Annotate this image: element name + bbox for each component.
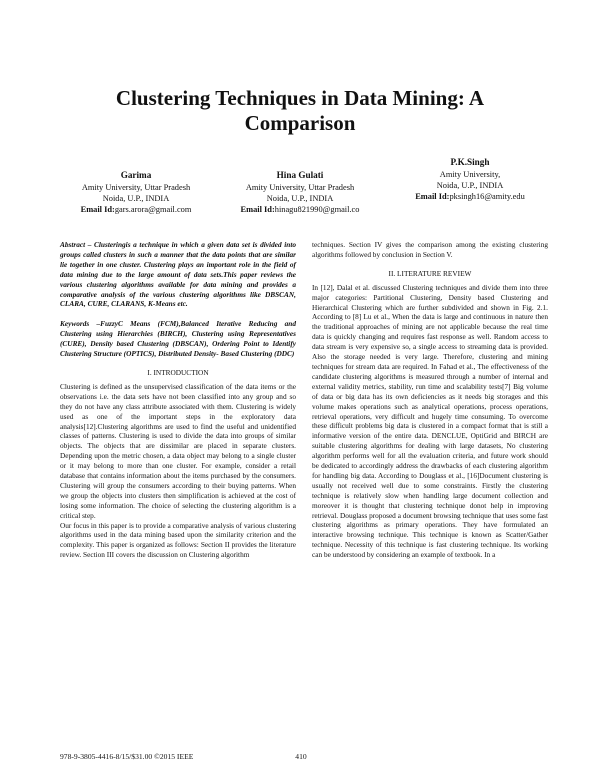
- intro-paragraph-2: Our focus in this paper is to provide a comparative analysis of various clustering algorithms used in the data mining based upon the similarity criterion and the complexity. This paper is organized as follows: Section II provides the literature review. Section III covers the discussion on Clustering algorithm: [60, 520, 296, 560]
- left-column: [60, 240, 296, 560]
- email-label: Email Id:: [80, 205, 115, 215]
- paper-title: Clustering Techniques in Data Mining: A Comparison: [115, 86, 485, 135]
- email-address: gars.arora@gmail.com: [114, 205, 192, 215]
- author-location: Noida, U.P., INDIA: [102, 194, 170, 204]
- email-address: hinagu821990@gmail.co: [274, 205, 360, 215]
- author-block-1: [60, 169, 212, 216]
- intro-paragraph-1: Clustering is defined as the unsupervised classification of the data items or the observations i.e. the data sets have not been classified into any group and so they do not have any class attribute associated with them. Clustering is widely used as one of the important steps in the exploratory data analysis[12].Clustering algorithms are used to find the useful and unidentified classes of patterns. Clustering is used to divide the data into groups of similar objects. The objects that are dissimilar are placed in separate clusters. Depending upon the metric chosen, a data object may belong to a single cluster or it may belong to more than one cluster. For example, consider a retail database that contains information about the items purchased by the consumers. Clustering will group the consumers according to their buying patterns. When we group the objects into clusters then simplification is achieved at the cost of losing some information. The choice of selecting the clustering algorithm is a critical step.: [60, 381, 296, 520]
- author-email: [390, 191, 550, 202]
- keywords: Keywords –FuzzyC Means (FCM),Balanced Iterative Reducing and Clustering using Hierarchies (BIRCH), Clustering using Representatives (CURE), Density based Clustering (DBSCAN), Ordering Point to Identify Clustering Structure (OPTICS), Distributed Density- Based Clustering (DDC): [60, 319, 296, 359]
- author-email: [60, 204, 212, 215]
- page-number: 410: [295, 752, 307, 761]
- email-label: Email Id:: [240, 205, 275, 215]
- author-name: Garima: [120, 170, 152, 180]
- email-address: pksingh16@amity.edu: [449, 192, 525, 202]
- author-email: [224, 204, 376, 215]
- author-affiliation: Amity University, Uttar Pradesh: [81, 183, 191, 192]
- author-affiliation: Amity University,: [439, 170, 501, 179]
- author-location: Noida, U.P., INDIA: [436, 181, 504, 191]
- footer-isbn: 978-9-3805-4416-8/15/$31.00 ©2015 IEEE: [60, 752, 194, 761]
- email-label: Email Id:: [415, 192, 450, 202]
- section-overview-text: techniques. Section IV gives the comparison among the existing clustering algorithms followed by conclusion in Section V.: [312, 240, 548, 259]
- literature-review-paragraph: In [12], Dalal et al. discussed Clustering techniques and divide them into three major categories: Partitional Clustering, Density based Clustering and Hierarchical Clustering which are further subdivided and shown in Fig. 2.1. According to [8] Lu et al., When the data is large and continuous in nature then the traditional approaches of mining are not applicable because the real time data is quickly changing and requires fast response as well. Random access to data stream is very expensive so, a single access to streaming data is provided. Also the storage needed is very large. Therefore, clustering and mining techniques for stream data are required. In Fahad et al., The effectiveness of the candidate clustering algorithms is measured through a number of internal and external validity metrics, stability, run time and scalability tests[7] Big volume of data or big data has its own deficiencies as it needs big storages and this volume makes operations such as analytical operations, process operations, retrieval operations, very difficult and hugely time consuming. To overcome these difficult problems big data is clustered in a compact format that is still a informative version of the entire data. DENCLUE, OptiGrid and BIRCH are suitable clustering algorithms for dealing with large datasets, No clustering algorithm performs well for all the evaluation criteria, and future work should be dedicated to accordingly address the drawbacks of each clustering algorithm for handling big data. According to Douglass et al., [16]Document clustering is usually not received well due to some constraints. Firstly the clustering technique is relatively slow when handling large document collection and moreover it is thought that clustering technique donot help in improving retrieval. Douglass proposed a document browsing technique that uses some fast clustering algorithms as primary operations. They have formulated an interactive browsing technique. This technique is known as Scatter/Gather technique. Necessity of this technique is fast clustering technique. Its working can be understood by considering an example of textbook. In a: [312, 282, 548, 560]
- author-block-2: [224, 169, 376, 216]
- section-heading-introduction: I. INTRODUCTION: [147, 367, 209, 377]
- author-name: Hina Gulati: [276, 170, 324, 180]
- author-block-3: [390, 156, 550, 203]
- abstract: Abstract – Clusteringis a technique in which a given data set is divided into groups called clusters in such a manner that the data points that are similar lie together in one cluster. Clustering plays an important role in the field of data mining due to the large amount of data sets.This paper reviews the various clustering algorithms available for data mining and provides a comparative analysis of the various clustering algorithms like DBSCAN, CLARA, CURE, CLARANS, K-Means etc.: [60, 240, 296, 309]
- right-column: [312, 240, 548, 560]
- author-location: Noida, U.P., INDIA: [266, 194, 334, 204]
- section-heading-literature-review: II. LITERATURE REVIEW: [388, 268, 472, 278]
- author-name: P.K.Singh: [450, 157, 490, 167]
- author-affiliation: Amity University, Uttar Pradesh: [245, 183, 355, 192]
